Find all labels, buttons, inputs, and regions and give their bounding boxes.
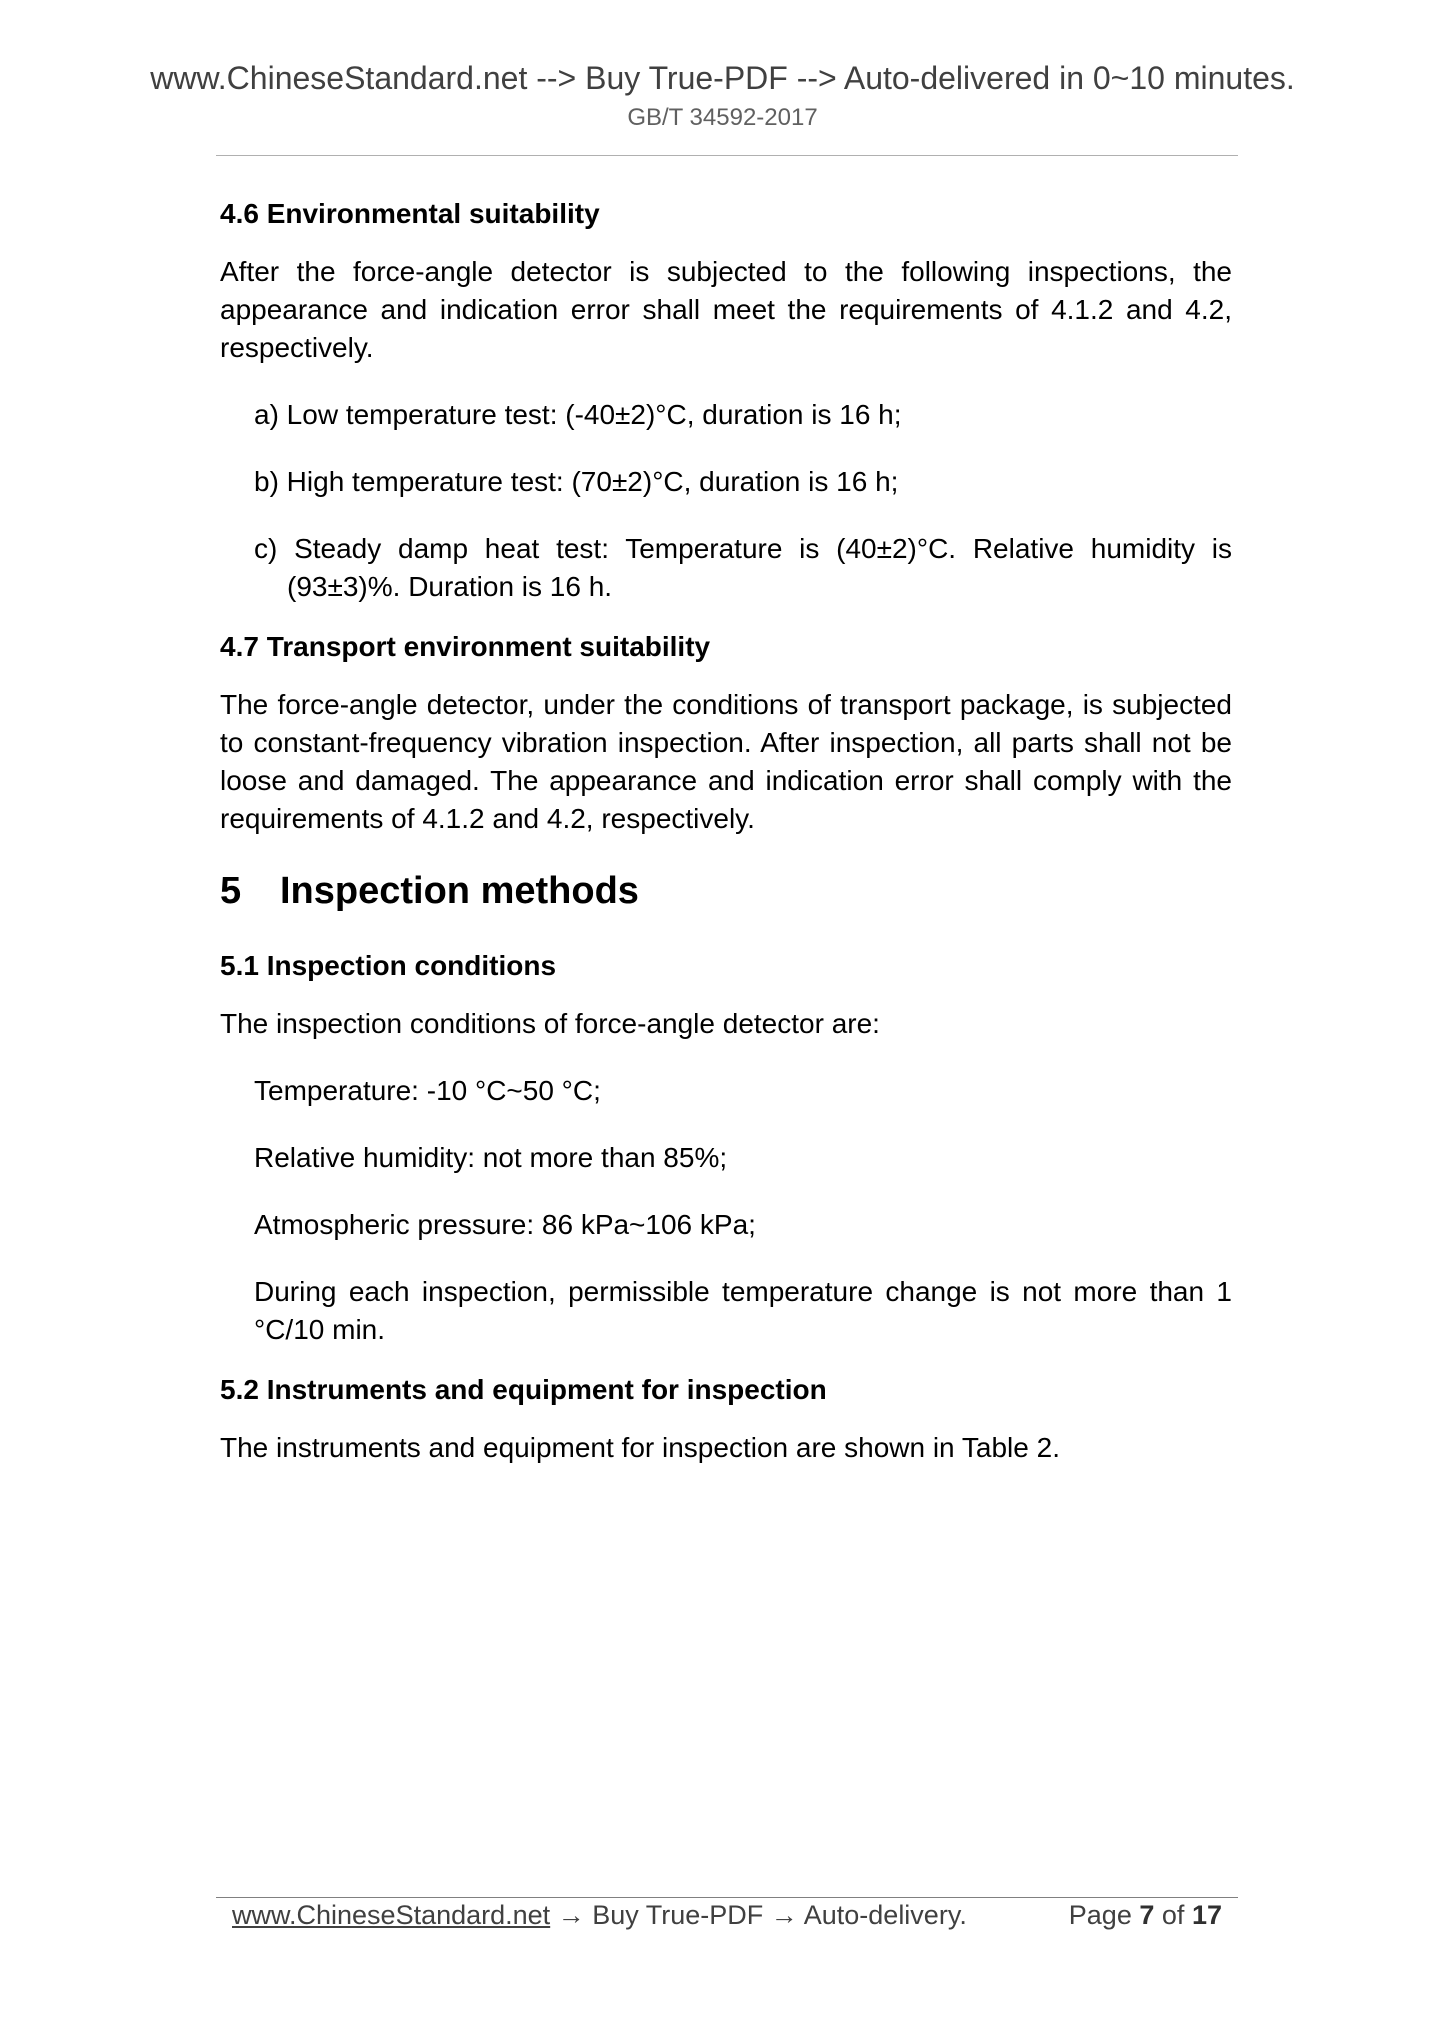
section-4-6-title: 4.6 Environmental suitability <box>220 198 600 229</box>
section-5-number: 5 <box>220 870 242 912</box>
page-indicator <box>1069 1896 1222 1934</box>
footer-promo <box>232 1896 967 1934</box>
list-item: During each inspection, permissible temperature change is not more than 1 °C/10 min. <box>254 1276 1232 1345</box>
section-4-6-intro: After the force-angle detector is subjected to the following inspections, the appearance and indication error shall meet the requirements of 4.1.2 and 4.2, respectively. <box>220 256 1232 363</box>
document-body <box>220 195 1232 1496</box>
footer-promo-text: → Buy True-PDF → Auto-delivery. <box>550 1900 967 1930</box>
of-label: of <box>1161 1900 1185 1930</box>
section-5-heading <box>220 867 1232 915</box>
footer-site-link[interactable]: www.ChineseStandard.net <box>232 1900 551 1930</box>
list-item: Relative humidity: not more than 85%; <box>254 1142 728 1173</box>
list-item: Atmospheric pressure: 86 kPa~106 kPa; <box>254 1209 756 1240</box>
header-banner: www.ChineseStandard.net --> Buy True-PDF --> Auto-delivered in 0~10 minutes. <box>150 60 1295 96</box>
section-5-title: Inspection methods <box>280 870 639 912</box>
page-total: 17 <box>1191 1900 1222 1930</box>
header-divider <box>216 155 1238 156</box>
page-number: 7 <box>1139 1900 1155 1930</box>
section-5-2-body: The instruments and equipment for inspection are shown in Table 2. <box>220 1432 1060 1463</box>
list-item: a) Low temperature test: (-40±2)°C, duration is 16 h; <box>254 399 902 430</box>
page-label: Page <box>1068 1900 1132 1930</box>
section-4-7-body: The force-angle detector, under the conditions of transport package, is subjected to constant-frequency vibration inspection. After inspection, all parts shall not be loose and damaged. The appearance and indication error shall comply with the requirements of 4.1.2 and 4.2, respectively. <box>220 689 1232 834</box>
list-item: b) High temperature test: (70±2)°C, duration is 16 h; <box>254 466 899 497</box>
list-item: Temperature: -10 °C~50 °C; <box>254 1075 601 1106</box>
section-4-7-title: 4.7 Transport environment suitability <box>220 631 711 662</box>
section-5-1-intro: The inspection conditions of force-angle detector are: <box>220 1008 880 1039</box>
section-5-1-title: 5.1 Inspection conditions <box>220 950 557 981</box>
list-item: c) Steady damp heat test: Temperature is (40±2)°C. Relative humidity is (93±3)%. Duration is 16 h. <box>254 533 1232 602</box>
standard-code: GB/T 34592-2017 <box>627 104 818 131</box>
section-5-2-title: 5.2 Instruments and equipment for inspection <box>220 1374 827 1405</box>
